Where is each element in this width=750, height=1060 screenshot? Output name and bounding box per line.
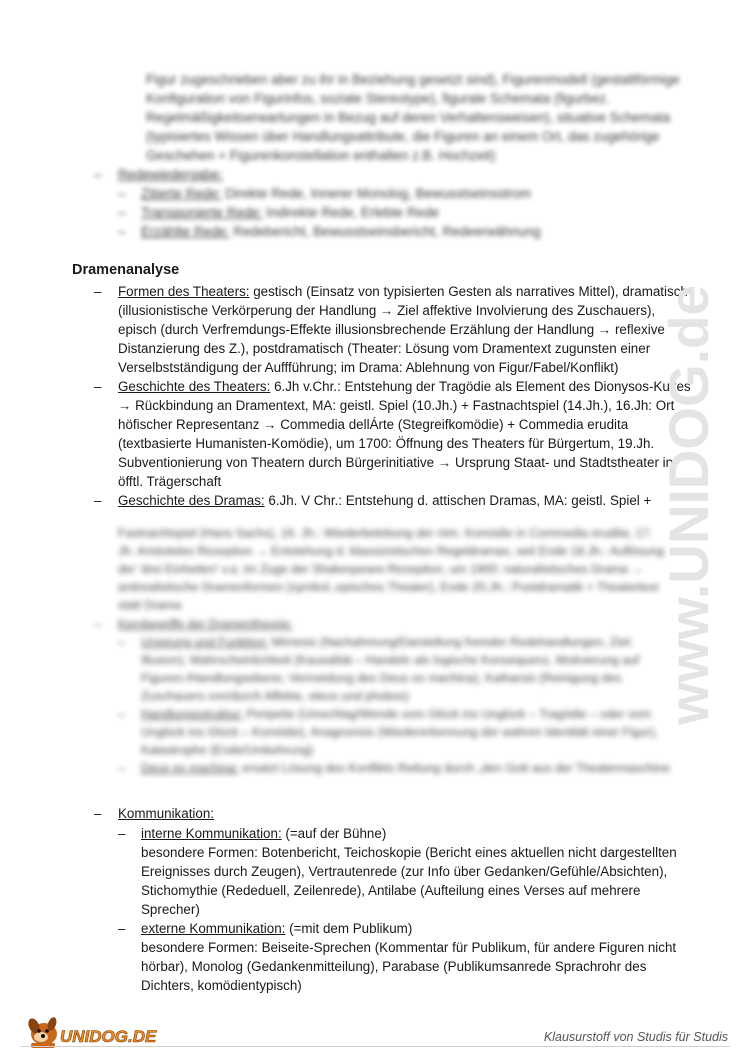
brand-text: UNIDOG.DE — [60, 1027, 157, 1046]
list-item-interne — [118, 824, 692, 919]
dramen-blurred-section — [72, 524, 672, 777]
list-item-geschichte-dramas — [72, 491, 692, 510]
footer-logo[interactable] — [22, 1012, 160, 1057]
watermark — [620, 270, 750, 740]
geschichte-dramas-continued: Fastnachtspiel (Hans Sachs), 16. Jh.: Wiederbelebung der röm. Komödie in Commedia erudita, 17. Jh. Aristoteles Rezeption → Entstehung d. klassizistischen Regeldramas, seit Ende 18.Jh.: Auflösung der 'drei Einheiten' v.a. im Zuge der Shakespeare-Rezeption, um 1900: naturalistisches Drama → antirealistische Dramenformen (symbol.,episches Theater), Ende 20.Jh.: Postdramatik + Theatertext statt Drama — [118, 526, 665, 612]
list-item-formen — [72, 282, 692, 377]
item-text: Indirekte Rede, Erlebte Rede — [262, 205, 439, 220]
item-label: Handlungsstruktur: — [141, 707, 244, 721]
list-item — [118, 633, 672, 705]
dramen-clear-section — [72, 282, 692, 510]
externe-text: besondere Formen: Beiseite-Sprechen (Kommentar für Publikum, für andere Figuren nicht hörbar), Monolog (Gedankenmitteilung), Parabase (Publikumsanrede Sprachrohr des Dichters, komödientypisch) — [141, 940, 677, 993]
externe-label: externe Kommunikation: — [141, 921, 286, 936]
geschichte-theater-label: Geschichte des Theaters: — [118, 379, 271, 394]
formen-label: Formen des Theaters: — [118, 284, 250, 299]
intro-text: Figur zugeschrieben aber zu ihr in Beziehung gesetzt sind), Figurenmodell (gestaltförmige Konfiguration von Figurinfos, soziale Stereotype), figurale Schemata (figurbez. Regelmäßigkeitserwartungen in Bezug auf deren Verhaltensweisen), situative Schemata (typisiertes Wissen über Handlungsattribute, die Figuren an einem Ort, das zugehörige Geschehen + Figurenkonstellation enthalten z.B. Hochzeit) — [146, 72, 680, 163]
redewiedergabe-section — [72, 165, 632, 241]
footer-divider — [20, 1046, 730, 1047]
list-item-kommunikation — [72, 804, 692, 995]
item-label: Erzählte Rede: — [141, 224, 230, 239]
bullet-dash: – — [118, 224, 126, 239]
bullet-dash: – — [118, 921, 126, 936]
item-label: Transponierte Rede: — [141, 205, 263, 220]
bullet-dash: – — [118, 186, 126, 201]
geschichte-dramas-label: Geschichte des Dramas: — [118, 493, 265, 508]
bullet-dash: – — [94, 617, 101, 631]
formen-text: gestisch (Einsatz von typisierten Gesten als narratives Mittel), dramatisch (illusionistische Verkörperung der Handlung → Ziel affektive Involvierung des Zuschauers), episch (durch Verfremdungs-Effekte illusionsbrechende Erzählung der Handlung → reflexive Distanzierung des Z.), postdramatisch (Theater: Lösung vom Dramentext zugunsten einer Verselbstständigung der Auffführung; im Drama: Ablehnung von Figur/Fabel/Konflikt) — [118, 284, 688, 375]
kommunikation-label: Kommunikation: — [118, 806, 215, 821]
bullet-dash: – — [94, 493, 102, 508]
interne-label: interne Kommunikation: — [141, 826, 282, 841]
bullet-dash: – — [118, 707, 125, 721]
externe-after: (=mit dem Publikum) — [285, 921, 413, 936]
bullet-dash: – — [94, 379, 102, 394]
interne-after: (=auf der Bühne) — [281, 826, 387, 841]
bullet-dash: – — [94, 284, 102, 299]
item-text: Peripetie (Umschlag/Wende vom Glück ins Unglück – Tragödie – oder vom Unglück ins Glück – Komödie), Anagnorisis (Wiedererkennung der wahren Identität einer Figur), Katastrophe (Ende/Umkehrung) — [141, 707, 658, 757]
bullet-dash: – — [118, 761, 125, 775]
list-item — [118, 184, 632, 203]
list-item — [118, 203, 632, 222]
list-item-geschichte-theater — [72, 377, 692, 491]
bullet-dash: – — [118, 635, 125, 649]
footer-tagline: Klausurstoff von Studis für Studis — [543, 1030, 728, 1044]
list-item-externe — [118, 919, 692, 995]
section-title: Dramenanalyse — [72, 262, 180, 278]
item-text: ersatzt Lösung des Konflikts Rettung durch „den Gott aus der Theatermaschine — [238, 761, 670, 775]
interne-text: besondere Formen: Botenbericht, Teichoskopie (Bericht eines aktuellen nicht dargestellten Ereignisses durch Zeugen), Vertrautenrede (zur Info über Gedanken/Gefühle/Absichten), Stichomythie (Rededuell, Zeilenrede), Antilabe (Aufteilung eines Verses auf mehrere Sprecher) — [141, 845, 677, 917]
redewiedergabe-heading: Redewiedergabe: — [118, 167, 223, 182]
watermark-text: www.UNIDOG.de — [657, 275, 720, 725]
item-text: Direkte Rede, Innerer Monolog, Bewusstseinsstrom — [221, 186, 531, 201]
item-label: Deus ex machina: — [141, 761, 239, 775]
bullet-dash: – — [94, 806, 102, 821]
geschichte-theater-text: 6.Jh v.Chr.: Entstehung der Tragödie als Element des Dionysos-Kultes → Rückbindung an Dramentext, MA: geistl. Spiel (10.Jh.) + Fastnachtspiel (14.Jh.), 16.Jh: Ort höfischer Representanz → Commedia dellÁrte (Stegreifkomödie) + Commedia erudita (textbasierte Humanisten-Komödie), um 1700: Öffnung des Theaters für Bürgertum, 19.Jh. Subventionierung von Theatern durch Bürgerinitiative → Ursprung Staat- und Stadtstheater in öfftl. Trägerschaft — [118, 379, 691, 489]
kommunikation-section — [72, 804, 692, 995]
list-item — [118, 705, 672, 759]
bullet-dash: – — [94, 167, 102, 182]
intro-paragraph — [146, 70, 686, 165]
item-text: Mimesis (Nachahmung/Darstellung fremder Redehandlungen, Ziel: Illusion), Wahrscheinlichkeit (Kausalität – Handeln als logische Konsequenz, Motivierung auf Figuren-/Handlungsebene, Vermeidung des Deus ex machina), Katharsis (Reinigung des Zuschauers von/durch Affekte, eleos und phobos) — [141, 635, 640, 703]
list-item — [118, 222, 632, 241]
item-label: Ursprung und Funktion: — [141, 635, 269, 649]
kernbegriffe-label: Kernbegriffe der Dramentheorie: — [118, 617, 293, 631]
bullet-dash: – — [118, 205, 126, 220]
bullet-dash: – — [118, 826, 126, 841]
list-item — [118, 759, 672, 777]
geschichte-dramas-text: 6.Jh. V Chr.: Entstehung d. attischen Dramas, MA: geistl. Spiel + — [264, 493, 652, 508]
item-text: Redebericht, Bewusstseinsbericht, Redeerwähnung — [229, 224, 541, 239]
item-label: Zitierte Rede: — [141, 186, 222, 201]
